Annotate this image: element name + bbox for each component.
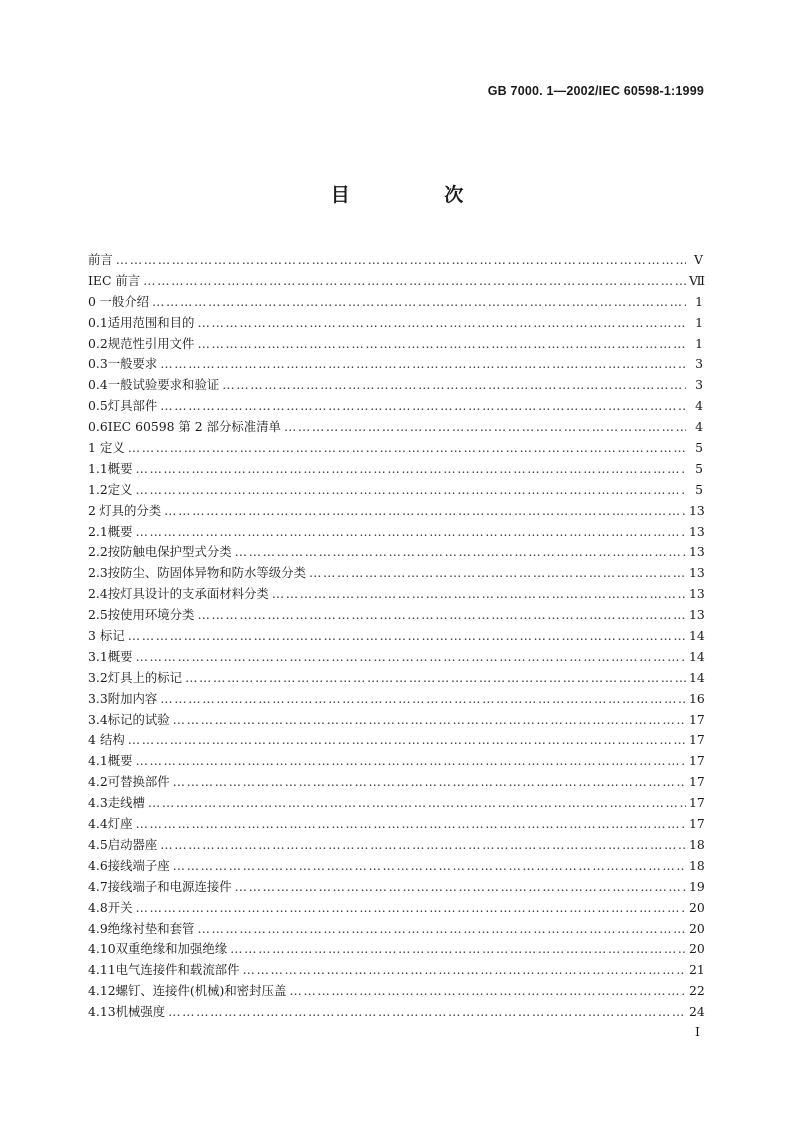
dot-leader (197, 315, 686, 330)
toc-entry[interactable] (88, 417, 703, 438)
toc-entry-page: 13 (689, 544, 705, 560)
toc-entry-label: 概要 (107, 753, 133, 769)
toc-entry-label: 定义 (99, 440, 125, 456)
toc-entry[interactable] (88, 981, 703, 1002)
toc-entry-number: 0.4 (88, 377, 108, 393)
toc-entry[interactable] (88, 480, 703, 501)
toc-entry-page: 18 (689, 836, 705, 852)
toc-entry-number: 3.4 (88, 711, 108, 727)
toc-entry-label: 按防尘、防固体异物和防水等级分类 (107, 565, 306, 581)
toc-entry-page: 5 (695, 440, 703, 456)
toc-entry-page: 17 (689, 795, 705, 811)
toc-entry-page: 3 (695, 356, 703, 372)
toc-entry-label: 前言 (88, 252, 113, 267)
toc-entry[interactable] (88, 919, 703, 940)
toc-entry-number: 1.1 (88, 460, 108, 476)
toc-entry-label: 灯具的分类 (99, 502, 162, 518)
dot-leader (160, 691, 686, 706)
toc-entry-page: 21 (689, 962, 705, 978)
toc-entry[interactable] (88, 459, 703, 480)
toc-entry-label: 按灯具设计的支承面材料分类 (107, 586, 269, 602)
toc-entry[interactable] (88, 710, 703, 731)
toc-entry-page: 18 (689, 857, 705, 873)
toc-entry-label: 灯座 (107, 816, 133, 832)
toc-entry-label: IEC 60598 第 2 部分标准清单 (107, 419, 281, 435)
dot-leader (235, 879, 686, 894)
toc-entry-label: 机械强度 (115, 1004, 166, 1020)
toc-entry-page: 17 (689, 816, 705, 832)
toc-entry-number: 2.1 (88, 523, 108, 539)
toc-entry[interactable] (88, 1002, 703, 1023)
toc-entry-label: 概要 (107, 523, 133, 539)
toc-entry-number: 0.5 (88, 398, 108, 414)
toc-entry[interactable] (88, 730, 703, 751)
toc-entry[interactable] (88, 584, 703, 605)
toc-entry-label: 开关 (107, 899, 133, 915)
toc-entry-page: 4 (695, 398, 703, 414)
toc-entry-number: 4.4 (88, 816, 108, 832)
toc-entry[interactable] (88, 563, 703, 584)
toc-entry-page: 16 (689, 690, 705, 706)
toc-entry-page: 14 (689, 648, 705, 664)
toc-entry[interactable] (88, 668, 703, 689)
dot-leader (185, 670, 686, 685)
toc-entry-label: 概要 (107, 648, 133, 664)
toc-entry[interactable] (88, 522, 703, 543)
toc-entry-page: 3 (695, 377, 703, 393)
toc-entry-label: 定义 (107, 481, 133, 497)
toc-entry[interactable] (88, 542, 703, 563)
toc-entry-page: 13 (689, 586, 705, 602)
dot-leader (168, 1004, 686, 1019)
toc-entry[interactable] (88, 313, 703, 334)
toc-entry-number: 1.2 (88, 481, 108, 497)
toc-entry-page: 13 (689, 607, 705, 623)
toc-entry[interactable] (88, 396, 703, 417)
dot-leader (136, 649, 687, 664)
toc-entry-page: 24 (689, 1004, 705, 1020)
dot-leader (128, 628, 686, 643)
dot-leader (173, 774, 686, 789)
toc-entry-number: 4.13 (88, 1004, 116, 1020)
dot-leader (164, 503, 686, 518)
toc-entry[interactable] (88, 354, 703, 375)
toc-entry[interactable] (88, 605, 703, 626)
toc-entry-page: 20 (689, 899, 705, 915)
toc-entry-label: 一般试验要求和验证 (107, 377, 220, 393)
dot-leader (230, 941, 686, 956)
toc-entry[interactable] (88, 250, 703, 271)
toc-entry[interactable] (88, 334, 703, 355)
toc-entry[interactable] (88, 751, 703, 772)
dot-leader (128, 732, 686, 747)
toc-entry-page: 4 (695, 419, 703, 435)
toc-entry-number: 4.6 (88, 857, 108, 873)
toc-entry-number: 4 (88, 732, 96, 748)
toc-entry-page: 5 (695, 460, 703, 476)
toc-entry-page: Ⅴ (694, 252, 703, 267)
dot-leader (289, 983, 686, 998)
toc-entry-number: 4.2 (88, 774, 108, 790)
toc-entry-label: 启动器座 (107, 836, 158, 852)
toc-entry-number: 2.4 (88, 586, 108, 602)
toc-entry-label: 螺钉、连接件(机械)和密封压盖 (115, 983, 287, 999)
toc-entry-number: 4.9 (88, 920, 108, 936)
toc-entry[interactable] (88, 501, 703, 522)
dot-leader (197, 607, 686, 622)
toc-entry-number: 2.3 (88, 565, 108, 581)
page-title: 目 次 (330, 184, 508, 206)
dot-leader (136, 461, 687, 476)
toc-entry-label: 标记 (99, 628, 125, 644)
dot-leader (173, 712, 686, 727)
dot-leader (160, 356, 686, 371)
toc-entry-page: 1 (695, 293, 703, 309)
toc-entry-number: 4.11 (88, 962, 116, 978)
toc-entry-number: 3.2 (88, 669, 108, 685)
toc-entry-label: 接线端子座 (107, 857, 170, 873)
toc-entry-label: 规范性引用文件 (107, 335, 195, 351)
toc-entry[interactable] (88, 877, 703, 898)
dot-leader (136, 482, 687, 497)
toc-entry-page: 14 (689, 669, 705, 685)
toc-entry-page: 17 (689, 711, 705, 727)
toc-entry-number: 2 (88, 502, 96, 518)
dot-leader (148, 795, 686, 810)
toc-entry-label: 结构 (99, 732, 125, 748)
toc-entry-label: 一般介绍 (99, 293, 150, 309)
toc-entry-page: 17 (689, 774, 705, 790)
toc-entry-page: 22 (689, 983, 705, 999)
dot-leader (173, 858, 686, 873)
table-of-contents (88, 250, 703, 1023)
toc-entry[interactable] (88, 292, 703, 313)
dot-leader (160, 837, 686, 852)
toc-entry-number: 0.3 (88, 356, 108, 372)
toc-entry-page: 5 (695, 481, 703, 497)
toc-entry-page: 13 (689, 565, 705, 581)
dot-leader (309, 565, 686, 580)
toc-entry[interactable] (88, 898, 703, 919)
toc-entry-number: 0.1 (88, 314, 108, 330)
toc-entry-number: 1 (88, 440, 96, 456)
dot-leader (222, 377, 686, 392)
toc-entry-label: 走线槽 (107, 795, 145, 811)
page-number: Ⅰ (695, 1024, 700, 1039)
toc-entry-page: 19 (689, 878, 705, 894)
toc-entry-number: 3.3 (88, 690, 108, 706)
toc-entry[interactable] (88, 835, 703, 856)
dot-leader (116, 252, 686, 267)
toc-entry[interactable] (88, 814, 703, 835)
toc-entry-label: 电气连接件和载流部件 (115, 962, 240, 978)
toc-entry-label: 灯具部件 (107, 398, 158, 414)
toc-entry-number: 4.7 (88, 878, 108, 894)
dot-leader (136, 816, 687, 831)
toc-entry-number: 4.1 (88, 753, 108, 769)
toc-entry[interactable] (88, 856, 703, 877)
toc-entry-label: 按防触电保护型式分类 (107, 544, 232, 560)
dot-leader (284, 419, 686, 434)
toc-entry[interactable] (88, 438, 703, 459)
toc-entry-number: 4.5 (88, 836, 108, 852)
toc-entry[interactable] (88, 375, 703, 396)
toc-entry-number: 3 (88, 628, 96, 644)
dot-leader (136, 753, 687, 768)
toc-entry-page: 1 (695, 335, 703, 351)
dot-leader (152, 294, 686, 309)
toc-entry-label: 灯具上的标记 (107, 669, 183, 685)
toc-entry-number: 4.10 (88, 941, 116, 957)
toc-entry-page: 1 (695, 314, 703, 330)
dot-leader (272, 586, 686, 601)
toc-entry-label: 可替换部件 (107, 774, 170, 790)
toc-entry-label: 接线端子和电源连接件 (107, 878, 232, 894)
toc-entry-number: 2.5 (88, 607, 108, 623)
toc-entry-label: 一般要求 (107, 356, 158, 372)
toc-entry-page: 20 (689, 920, 705, 936)
toc-entry-label: 适用范围和目的 (107, 314, 195, 330)
toc-entry[interactable] (88, 772, 703, 793)
toc-entry-label: 绝缘衬垫和套管 (107, 920, 195, 936)
toc-entry-label: 双重绝缘和加强绝缘 (115, 941, 228, 957)
standard-code: GB 7000. 1—2002/IEC 60598-1:1999 (487, 84, 704, 98)
dot-leader (235, 544, 686, 559)
toc-entry-number: 2.2 (88, 544, 108, 560)
toc-entry-number: 4.12 (88, 983, 116, 999)
dot-leader (128, 440, 686, 455)
dot-leader (197, 336, 686, 351)
dot-leader (160, 398, 686, 413)
toc-entry-label: 标记的试验 (107, 711, 170, 727)
dot-leader (136, 900, 687, 915)
dot-leader (197, 921, 686, 936)
toc-entry[interactable] (88, 960, 703, 981)
toc-entry-number: 0.2 (88, 335, 108, 351)
toc-entry[interactable] (88, 626, 703, 647)
toc-entry-page: 14 (689, 628, 705, 644)
toc-entry-number: 3.1 (88, 648, 108, 664)
toc-entry-number: 0.6 (88, 419, 108, 435)
toc-entry[interactable] (88, 939, 703, 960)
toc-entry-page: 17 (689, 732, 705, 748)
toc-entry-page: 17 (689, 753, 705, 769)
dot-leader (136, 524, 687, 539)
toc-entry-page: 13 (689, 502, 705, 518)
toc-entry-number: 4.8 (88, 899, 108, 915)
toc-entry[interactable] (88, 689, 703, 710)
toc-entry-page: Ⅶ (689, 272, 705, 288)
toc-entry-number: 4.3 (88, 795, 108, 811)
toc-entry-label: 附加内容 (107, 690, 158, 706)
toc-entry-page: 20 (689, 941, 705, 957)
toc-entry-number: 0 (88, 293, 96, 309)
toc-entry-label: 按使用环境分类 (107, 607, 195, 623)
dot-leader (243, 962, 687, 977)
toc-entry-page: 13 (689, 523, 705, 539)
toc-entry[interactable] (88, 647, 703, 668)
dot-leader (143, 273, 686, 288)
toc-entry[interactable] (88, 793, 703, 814)
toc-entry-label: 概要 (107, 460, 133, 476)
toc-entry-label: IEC 前言 (88, 272, 141, 288)
toc-entry[interactable] (88, 271, 703, 292)
